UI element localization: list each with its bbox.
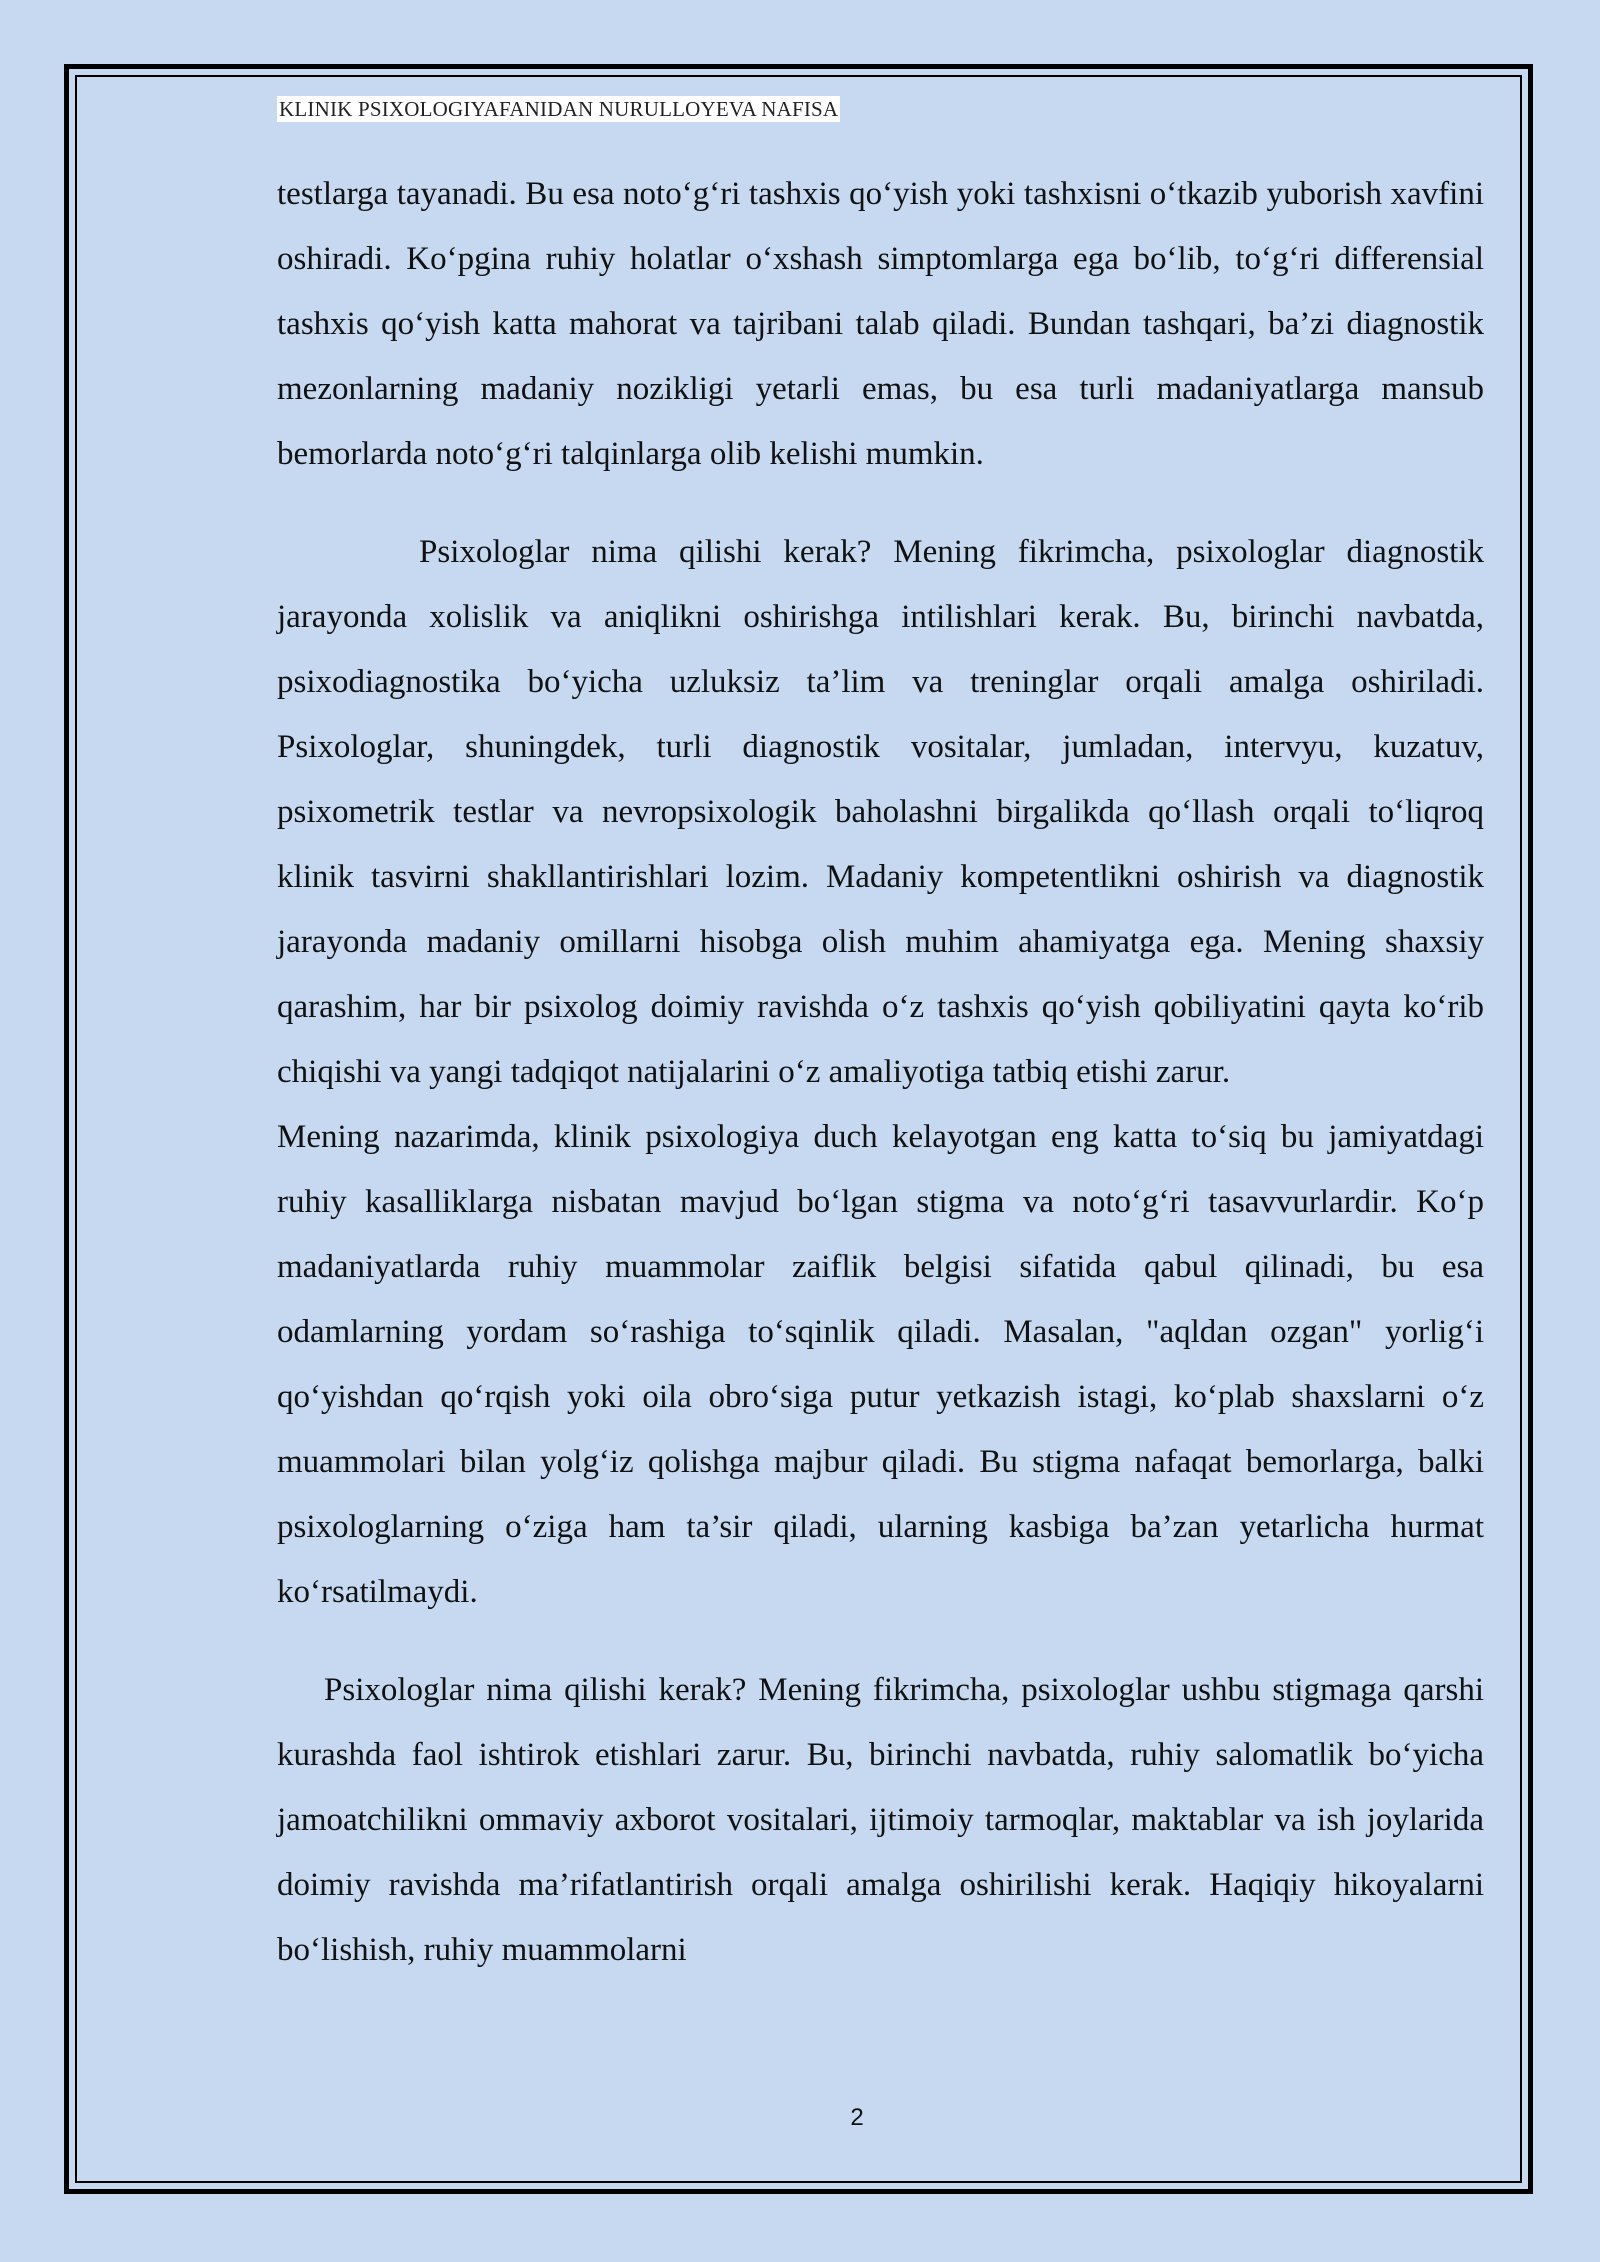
running-header: KLINIK PSIXOLOGIYAFANIDAN NURULLOYEVA NAFISA [279,97,839,121]
paragraph-continuation: testlarga tayanadi. Bu esa noto‘g‘ri tashxis qo‘yish yoki tashxisni o‘tkazib yuborish xavfini oshiradi. Ko‘pgina ruhiy holatlar o‘xshash simptomlarga ega bo‘lib, to‘g‘ri differensial tashxis qo‘yish katta mahorat va tajribani talab qiladi. Bundan tashqari, ba’zi diagnostik mezonlarning madaniy nozikligi yetarli emas, bu esa turli madaniyatlarga mansub bemorlarda noto‘g‘ri talqinlarga olib kelishi mumkin. [277,176,1484,472]
document-body [277,162,1484,1983]
page-number: 2 [850,2104,864,2131]
paragraph-diagnostics-recommendation: Psixologlar nima qilishi kerak? Mening fikrimcha, psixologlar diagnostik jarayonda xolislik va aniqlikni oshirishga intilishlari kerak. Bu, birinchi navbatda, psixodiagnostika bo‘yicha uzluksiz ta’lim va treninglar orqali amalga oshiriladi. Psixologlar, shuningdek, turli diagnostik vositalar, jumladan, intervyu, kuzatuv, psixometrik testlar va nevropsixologik baholashni birgalikda qo‘llash orqali to‘liqroq klinik tasvirni shakllantirishlari lozim. Madaniy kompetentlikni oshirish va diagnostik jarayonda madaniy omillarni hisobga olish muhim ahamiyatga ega. Mening shaxsiy qarashim, har bir psixolog doimiy ravishda o‘z tashxis qo‘yish qobiliyatini qayta ko‘rib chiqishi va yangi tadqiqot natijalarini o‘z amaliyotiga tatbiq etishi zarur. [277,534,1484,1090]
paragraph-stigma-recommendation: Psixologlar nima qilishi kerak? Mening fikrimcha, psixologlar ushbu stigmaga qarshi kurashda faol ishtirok etishlari zarur. Bu, birinchi navbatda, ruhiy salomatlik bo‘yicha jamoatchilikni ommaviy axborot vositalari, ijtimoiy tarmoqlar, maktablar va ish joylarida doimiy ravishda ma’rifatlantirish orqali amalga oshirilishi kerak. Haqiqiy hikoyalarni bo‘lishish, ruhiy muammolarni [277,1672,1484,1968]
paragraph-stigma: Mening nazarimda, klinik psixologiya duch kelayotgan eng katta to‘siq bu jamiyatdagi ruhiy kasalliklarga nisbatan mavjud bo‘lgan stigma va noto‘g‘ri tasavvurlardir. Ko‘p madaniyatlarda ruhiy muammolar zaiflik belgisi sifatida qabul qilinadi, bu esa odamlarning yordam so‘rashiga to‘sqinlik qiladi. Masalan, "aqldan ozgan" yorlig‘i qo‘yishdan qo‘rqish yoki oila obro‘siga putur yetkazish istagi, ko‘plab shaxslarni o‘z muammolari bilan yolg‘iz qolishga majbur qiladi. Bu stigma nafaqat bemorlarga, balki psixologlarning o‘ziga ham ta’sir qiladi, ularning kasbiga ba’zan yetarlicha hurmat ko‘rsatilmaydi. [277,1119,1484,1610]
